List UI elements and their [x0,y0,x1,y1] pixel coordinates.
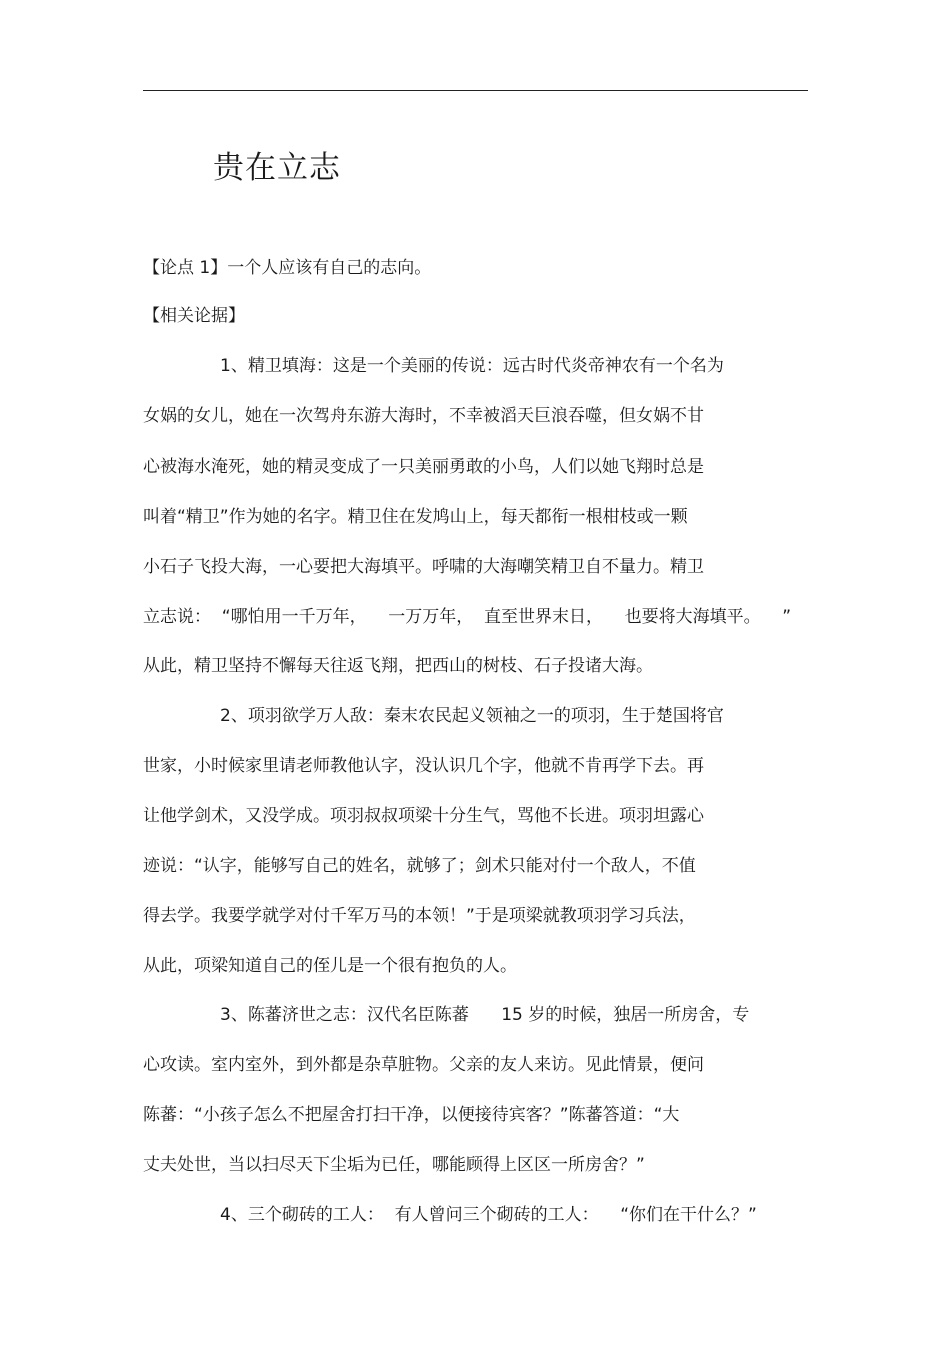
paragraph-line: 1、精卫填海：这是一个美丽的传说：远古时代炎帝神农有一个名为 [220,356,724,376]
paragraph-line: 叫着“精卫”作为她的名字。精卫住在发鸠山上，每天都衔一根柑枝或一颗 [143,507,688,527]
paragraph-line: 心攻读。室内室外，到外都是杂草脏物。父亲的友人来访。见此情景，便问 [143,1055,704,1075]
thesis-line: 【论点 1】一个人应该有自己的志向。 [143,258,432,278]
paragraph-line: 世家，小时候家里请老师教他认字，没认识几个字，他就不肯再学下去。再 [143,756,704,776]
paragraph-line: 从此，精卫坚持不懈每天往返飞翔，把西山的树枝、石子投诸大海。 [143,656,653,676]
paragraph-line: 陈蕃：“小孩子怎么不把屋舍打扫干净，以便接待宾客？”陈蕃答道：“大 [143,1105,680,1125]
paragraph-line: 丈夫处世，当以扫尽天下尘垢为已任，哪能顾得上区区一所房舍？” [143,1155,645,1175]
paragraph-line: 心被海水淹死，她的精灵变成了一只美丽勇敢的小鸟，人们以她飞翔时总是 [143,457,704,477]
paragraph-line: 小石子飞投大海，一心要把大海填平。呼啸的大海嘲笑精卫自不量力。精卫 [143,557,704,577]
paragraph-line: 女娲的女儿，她在一次驾舟东游大海时，不幸被滔天巨浪吞噬，但女娲不甘 [143,406,704,426]
paragraph-line: 4、三个砌砖的工人： 有人曾问三个砌砖的工人： “你们在干什么？” [220,1205,757,1225]
page-title: 贵在立志 [213,150,341,186]
paragraph-line: 从此，项梁知道自己的侄儿是一个很有抱负的人。 [143,956,517,976]
paragraph-line: 迹说：“认字，能够写自己的姓名，就够了；剑术只能对付一个敌人，不值 [143,856,696,876]
evidence-heading: 【相关论据】 [143,306,245,326]
paragraph-line: 2、项羽欲学万人敌：秦末农民起义领袖之一的项羽，生于楚国将官 [220,706,724,726]
paragraph-line: 得去学。我要学就学对付千军万马的本领！”于是项梁就教项羽学习兵法， [143,906,696,926]
paragraph-line: 3、陈蕃济世之志：汉代名臣陈蕃 15 岁的时候，独居一所房舍，专 [220,1005,750,1025]
header-rule [143,90,808,91]
paragraph-line: 让他学剑术，又没学成。项羽叔叔项梁十分生气，骂他不长进。项羽坦露心 [143,806,704,826]
paragraph-line: 立志说： “哪怕用一千万年， 一万万年， 直至世界末日， 也要将大海填平。 ” [143,607,792,627]
